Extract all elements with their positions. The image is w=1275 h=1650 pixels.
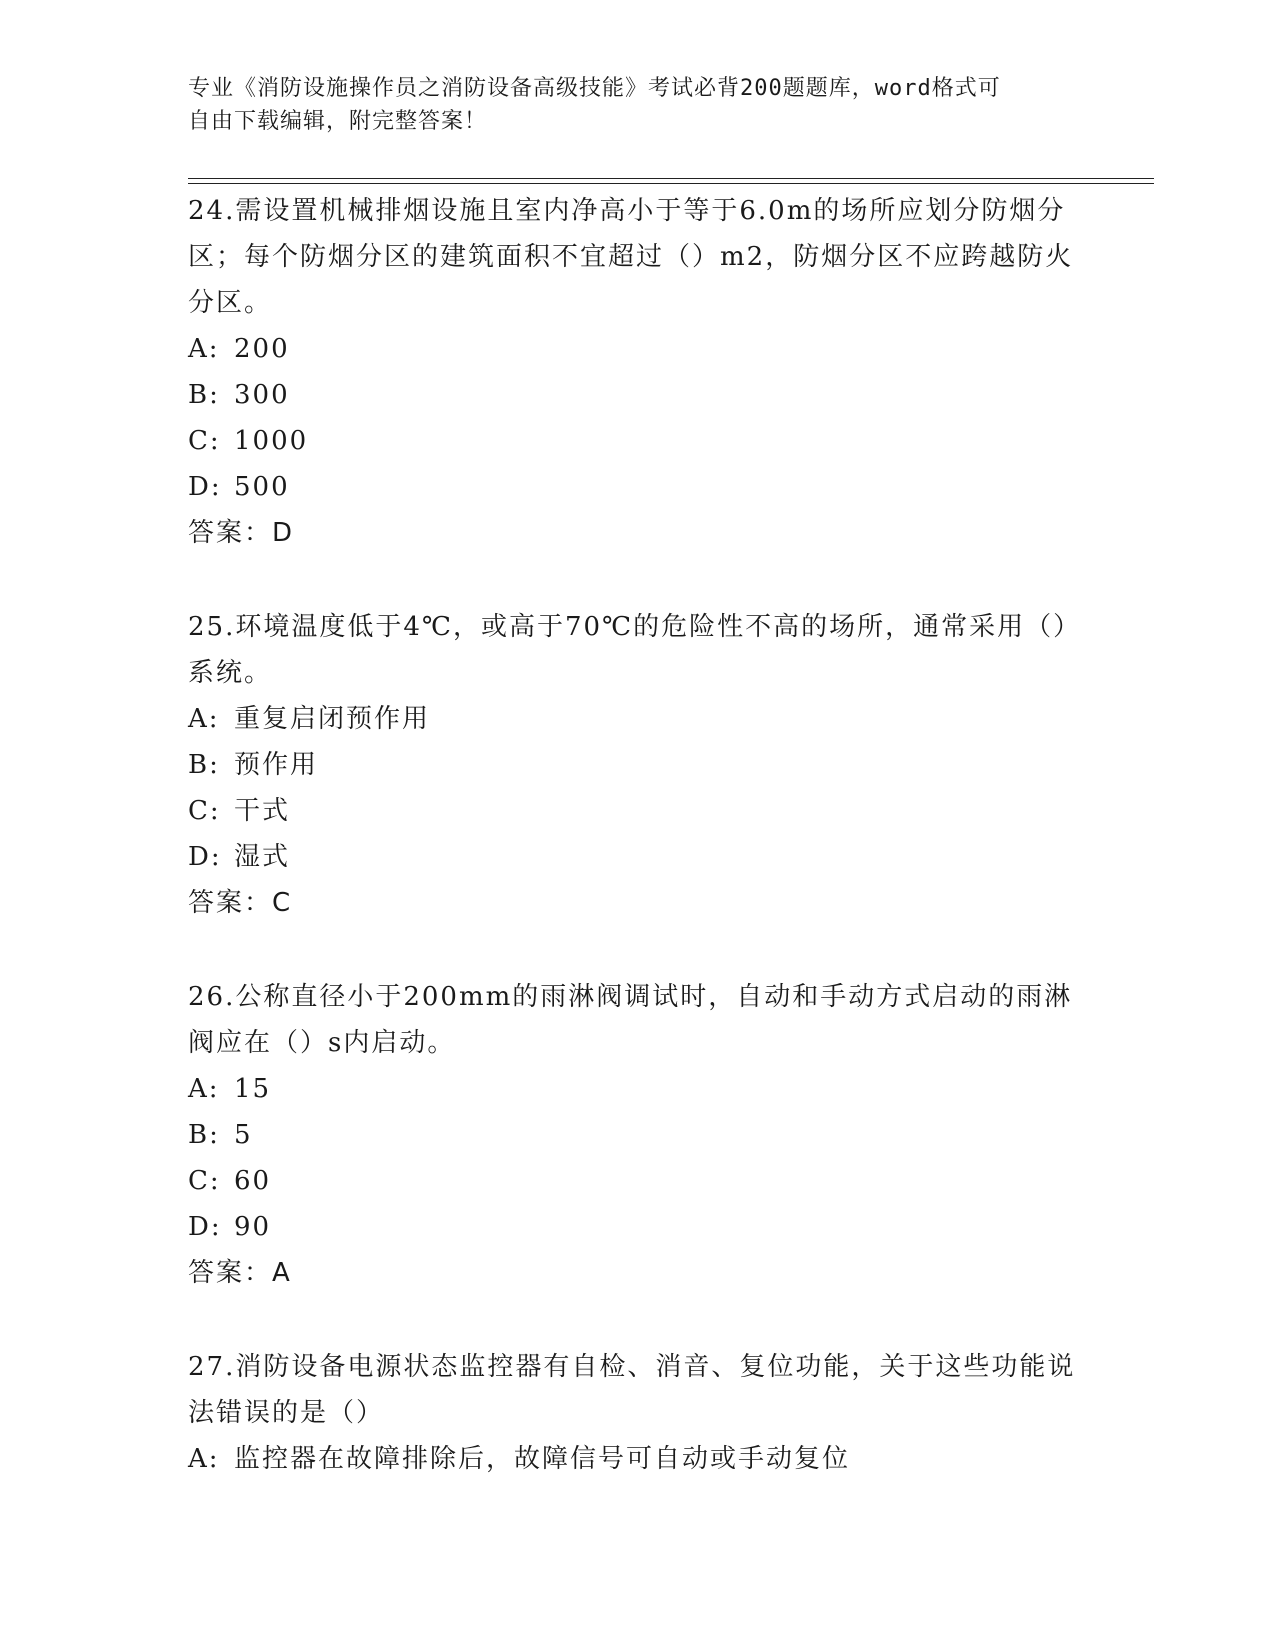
header-divider-top <box>188 178 1154 179</box>
question-text: 26.公称直径小于200mm的雨淋阀调试时，自动和手动方式启动的雨淋阀应在（）s内启动。 <box>188 982 1073 1058</box>
option-text: 干式 <box>234 796 291 826</box>
option-c <box>188 1158 1088 1204</box>
answer: 答案：C <box>188 888 293 918</box>
option-text: 5 <box>234 1120 253 1150</box>
option-a <box>188 326 1088 372</box>
question-text: 27.消防设备电源状态监控器有自检、消音、复位功能，关于这些功能说法错误的是（） <box>188 1352 1076 1428</box>
option-letter: B: <box>188 1120 220 1150</box>
option-text: 1000 <box>234 426 309 456</box>
question-24 <box>188 188 1088 556</box>
question-25 <box>188 604 1088 926</box>
option-c <box>188 418 1088 464</box>
document-header <box>188 72 1088 138</box>
question-text: 25.环境温度低于4℃，或高于70℃的危险性不高的场所，通常采用（）系统。 <box>188 612 1082 688</box>
option-letter: B: <box>188 380 220 410</box>
option-d <box>188 464 1088 510</box>
option-text: 60 <box>234 1166 272 1196</box>
option-text: 200 <box>234 334 290 364</box>
option-letter: A: <box>188 1444 220 1474</box>
option-letter: D: <box>188 842 222 872</box>
option-text: 湿式 <box>234 842 291 872</box>
option-a <box>188 696 1088 742</box>
option-letter: A: <box>188 1074 220 1104</box>
question-text: 24.需设置机械排烟设施且室内净高小于等于6.0m的场所应划分防烟分区；每个防烟分区的建筑面积不宜超过（）m2，防烟分区不应跨越防火分区。 <box>188 196 1074 318</box>
option-text: 15 <box>234 1074 272 1104</box>
option-text: 监控器在故障排除后，故障信号可自动或手动复位 <box>234 1444 851 1474</box>
option-d <box>188 834 1088 880</box>
option-d <box>188 1204 1088 1250</box>
option-letter: D: <box>188 1212 222 1242</box>
answer: 答案：D <box>188 518 295 548</box>
option-b <box>188 1112 1088 1158</box>
option-a <box>188 1436 1088 1482</box>
question-list <box>188 188 1088 1530</box>
option-text: 预作用 <box>234 750 319 780</box>
option-text: 300 <box>234 380 290 410</box>
option-letter: C: <box>188 426 221 456</box>
question-27 <box>188 1344 1088 1482</box>
header-line-1: 专业《消防设施操作员之消防设备高级技能》考试必背200题题库，word格式可 <box>188 76 1001 101</box>
option-text: 90 <box>234 1212 272 1242</box>
option-text: 重复启闭预作用 <box>234 704 431 734</box>
option-b <box>188 742 1088 788</box>
option-letter: D: <box>188 472 222 502</box>
option-letter: C: <box>188 796 221 826</box>
option-b <box>188 372 1088 418</box>
question-26 <box>188 974 1088 1296</box>
option-letter: B: <box>188 750 220 780</box>
option-text: 500 <box>234 472 290 502</box>
answer: 答案：A <box>188 1258 292 1288</box>
option-c <box>188 788 1088 834</box>
option-letter: C: <box>188 1166 221 1196</box>
option-letter: A: <box>188 704 220 734</box>
header-divider-bottom <box>188 183 1154 184</box>
header-line-2: 自由下载编辑，附完整答案！ <box>188 109 488 134</box>
option-letter: A: <box>188 334 220 364</box>
option-a <box>188 1066 1088 1112</box>
